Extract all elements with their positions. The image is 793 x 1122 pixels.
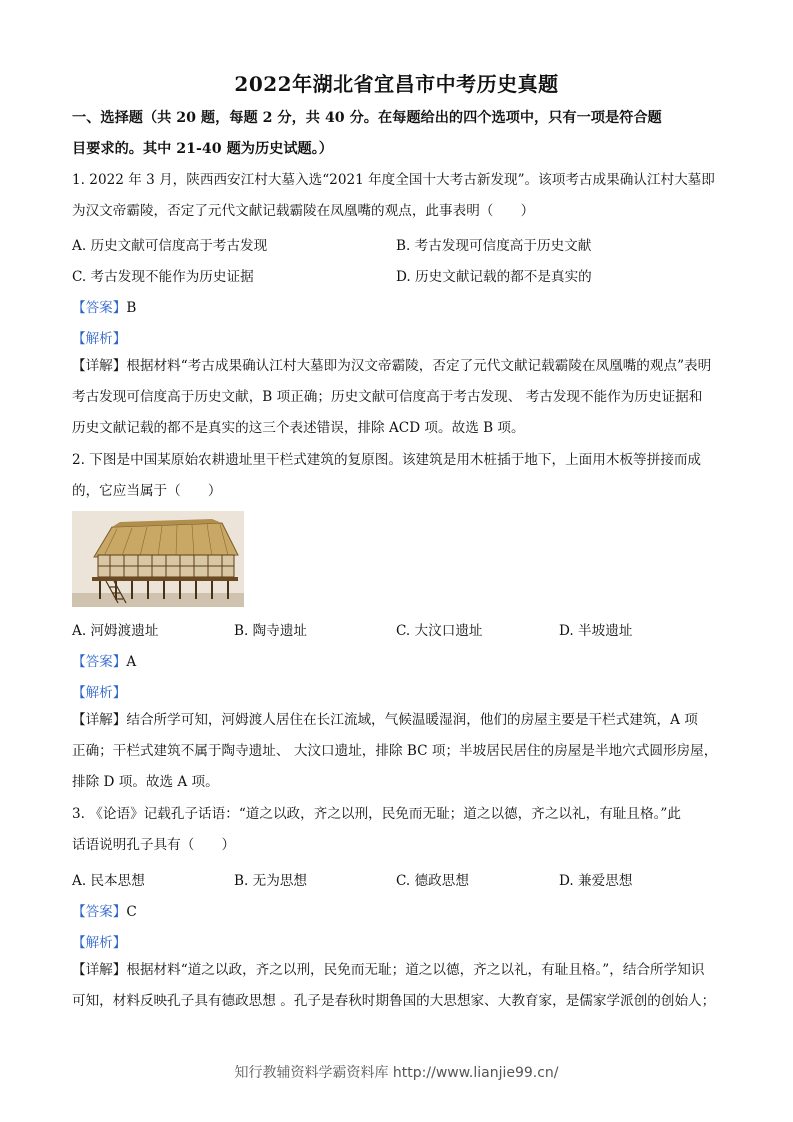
question-3-option-b: B. 无为思想 xyxy=(234,873,308,889)
question-3-detail-line-1 xyxy=(72,955,722,986)
question-1-stem xyxy=(72,165,722,227)
stilt-house-illustration xyxy=(72,511,244,607)
question-2-option-c: C. 大汶口遗址 xyxy=(396,623,483,639)
question-3-options xyxy=(72,869,722,889)
question-3-stem-line-2: 话语说明孔子具有（ ） xyxy=(72,837,236,853)
section-heading-line-1: 一、选择题（共 20 题，每题 2 分，共 40 分。在每题给出的四个选项中，只有一项是符合题 xyxy=(72,110,662,126)
question-1-analysis xyxy=(72,327,126,347)
question-1-option-b: B. 考古发现可信度高于历史文献 xyxy=(396,238,592,254)
answer-value: B xyxy=(126,300,137,316)
section-heading-line-2: 目要求的。其中 21-40 题为历史试题。） xyxy=(72,141,333,157)
answer-value: A xyxy=(126,654,137,670)
question-3-option-a: A. 民本思想 xyxy=(72,873,145,889)
answer-label: 【答案】 xyxy=(72,904,127,920)
question-2-detail xyxy=(72,705,722,798)
section-heading xyxy=(72,103,722,165)
answer-value: C xyxy=(126,904,137,920)
question-1-option-d: D. 历史文献记载的都不是真实的 xyxy=(396,269,592,285)
detail-text: 根据材料“考古成果确认江村大墓即为汉文帝霸陵，否定了元代文献记载霸陵在凤凰嘴的观点”表明 xyxy=(126,358,712,374)
question-3-stem-line-1: 3. 《论语》记载孔子话语：“道之以政，齐之以刑，民免而无耻；道之以德，齐之以礼，有耻且格。”此 xyxy=(72,806,681,822)
analysis-label: 【解析】 xyxy=(72,685,127,701)
answer-label: 【答案】 xyxy=(72,300,127,316)
question-2-detail-line-1 xyxy=(72,705,722,736)
question-1-answer xyxy=(72,296,136,316)
question-2-analysis xyxy=(72,681,126,701)
question-3-analysis xyxy=(72,931,126,951)
question-3-answer xyxy=(72,900,137,920)
question-3-detail xyxy=(72,955,722,1017)
question-2-stem-line-2: 的，它应当属于（ ） xyxy=(72,483,222,499)
analysis-label: 【解析】 xyxy=(72,331,127,347)
page-title: 2022年湖北省宜昌市中考历史真题 xyxy=(234,72,559,96)
detail-text: 结合所学可知，河姆渡人居住在长江流域，气候温暖湿润，他们的房屋主要是干栏式建筑，A 项 xyxy=(126,712,698,728)
question-2-option-d: D. 半坡遗址 xyxy=(559,623,633,639)
question-3-option-c: C. 德政思想 xyxy=(396,873,469,889)
footer-watermark: 知行教辅资料学霸资料库 http://www.lianjie99.cn/ xyxy=(234,1065,559,1081)
answer-label: 【答案】 xyxy=(72,654,127,670)
detail-text: 根据材料“道之以政，齐之以刑，民免而无耻；道之以德，齐之以礼，有耻且格。”，结合所学知识 xyxy=(126,962,705,978)
question-3-stem xyxy=(72,799,722,861)
detail-label: 【详解】 xyxy=(72,712,127,728)
question-3-detail-line-2: 可知，材料反映孔子具有德政思想 。孔子是春秋时期鲁国的大思想家、大教育家，是儒家学派创的创始人； xyxy=(72,993,716,1009)
question-1-detail-line-1 xyxy=(72,351,722,382)
question-2-stem-line-1: 2. 下图是中国某原始农耕遗址里干栏式建筑的复原图。该建筑是用木桩插于地下，上面用木板等拼接而成 xyxy=(72,452,702,468)
detail-label: 【详解】 xyxy=(72,358,127,374)
question-1-detail-line-2: 考古发现可信度高于历史文献，B 项正确；历史文献可信度高于考古发现、 考古发现不能作为历史证据和 xyxy=(72,389,703,405)
question-2-answer xyxy=(72,650,136,670)
question-2-detail-line-3: 排除 D 项。故选 A 项。 xyxy=(72,774,219,790)
question-2-stem xyxy=(72,445,722,507)
analysis-label: 【解析】 xyxy=(72,935,127,951)
question-1-option-c: C. 考古发现不能作为历史证据 xyxy=(72,269,254,285)
question-1-stem-line-2: 为汉文帝霸陵，否定了元代文献记载霸陵在凤凰嘴的观点，此事表明（ ） xyxy=(72,203,535,219)
question-1-stem-line-1: 1. 2022 年 3 月，陕西西安江村大墓入选“2021 年度全国十大考古新发现”。该项考古成果确认江村大墓即 xyxy=(72,172,715,188)
question-1-options-row-1 xyxy=(72,234,722,254)
question-1-option-a: A. 历史文献可信度高于考古发现 xyxy=(72,238,268,254)
question-2-option-a: A. 河姆渡遗址 xyxy=(72,623,159,639)
question-2-options xyxy=(72,619,722,639)
question-2-option-b: B. 陶寺遗址 xyxy=(234,623,308,639)
question-1-detail xyxy=(72,351,722,444)
detail-label: 【详解】 xyxy=(72,962,127,978)
question-1-options-row-2 xyxy=(72,265,722,285)
question-3-option-d: D. 兼爱思想 xyxy=(559,873,633,889)
question-1-detail-line-3: 历史文献记载的都不是真实的这三个表述错误，排除 ACD 项。故选 B 项。 xyxy=(72,420,525,436)
question-2-detail-line-2: 正确；干栏式建筑不属于陶寺遗址、 大汶口遗址，排除 BC 项；半坡居民居住的房屋是半地穴式圆形房屋， xyxy=(72,743,718,759)
